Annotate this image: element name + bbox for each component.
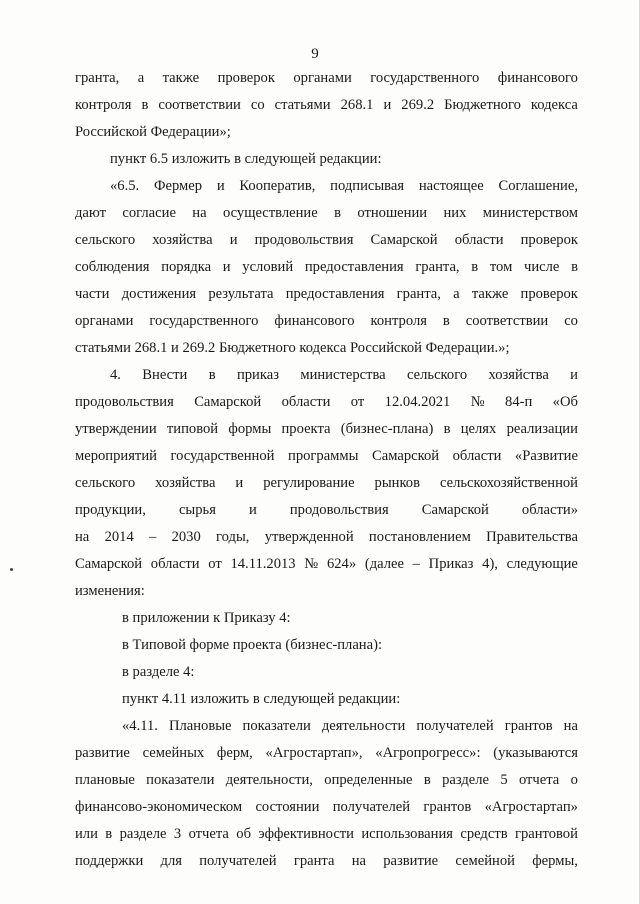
word: грантовой bbox=[514, 826, 578, 842]
text-line: Российской Федерации»; bbox=[75, 124, 231, 140]
text-line bbox=[75, 852, 578, 870]
word: № bbox=[304, 556, 319, 572]
word: № bbox=[470, 394, 485, 410]
word: финансового bbox=[497, 70, 578, 86]
word: подписывая bbox=[330, 178, 405, 194]
word: получателей bbox=[199, 853, 277, 869]
word: развитие bbox=[75, 745, 130, 761]
word: государственного bbox=[149, 313, 259, 329]
word: в bbox=[334, 205, 341, 221]
text-line: статьями 268.1 и 269.2 Бюджетного кодекса Российской Федерации.»; bbox=[75, 340, 510, 356]
word: продовольствия bbox=[75, 394, 174, 410]
word: проверок bbox=[520, 232, 578, 248]
word: на bbox=[75, 529, 90, 545]
text-line bbox=[110, 366, 578, 384]
word: продовольствия bbox=[289, 502, 389, 518]
word: дают bbox=[75, 205, 106, 221]
word: соответствии bbox=[465, 313, 549, 329]
word: получателей bbox=[416, 718, 494, 734]
text-line bbox=[75, 96, 578, 114]
word: показатели bbox=[146, 772, 215, 788]
word: в bbox=[208, 367, 216, 383]
word: отчета bbox=[188, 826, 229, 842]
word: министерства bbox=[300, 367, 386, 383]
word: на bbox=[351, 853, 366, 869]
word: и bbox=[383, 97, 392, 113]
word: (указываются bbox=[493, 745, 578, 761]
text-line: в разделе 4: bbox=[122, 664, 195, 680]
word: области bbox=[454, 232, 504, 248]
word: утвержденной bbox=[264, 529, 354, 545]
text-line bbox=[75, 285, 578, 303]
word: соблюдения bbox=[75, 259, 150, 275]
word: гранта bbox=[293, 853, 335, 869]
word: гранта, bbox=[75, 70, 120, 86]
word: (бизнес-плана) bbox=[340, 421, 434, 437]
text-line bbox=[75, 798, 578, 816]
word: также bbox=[471, 286, 509, 302]
word: сырья bbox=[178, 502, 216, 518]
text-line bbox=[75, 474, 578, 492]
word: в bbox=[443, 421, 451, 437]
word: получателей bbox=[332, 799, 411, 815]
word: государственного bbox=[370, 70, 480, 86]
word: предоставления bbox=[285, 286, 385, 302]
word: «Агропрогресс»: bbox=[375, 745, 481, 761]
word: финансового bbox=[274, 313, 355, 329]
word: настоящее bbox=[418, 178, 484, 194]
word: рынков bbox=[374, 475, 420, 491]
word: или bbox=[75, 826, 98, 842]
word: Кооператив, bbox=[239, 178, 316, 194]
word: в bbox=[423, 772, 431, 788]
word: и bbox=[229, 232, 238, 248]
word: «Об bbox=[552, 394, 578, 410]
word: 2030 bbox=[171, 529, 201, 545]
word: и bbox=[570, 367, 578, 383]
word: поддержки bbox=[75, 853, 144, 869]
word: разделе bbox=[119, 826, 167, 842]
word: со bbox=[250, 97, 265, 113]
word: том bbox=[489, 259, 513, 275]
word: 624» bbox=[326, 556, 357, 572]
word: Самарской bbox=[372, 448, 440, 464]
text-line: в приложении к Приказу 4: bbox=[122, 610, 291, 626]
word: состоянии bbox=[255, 799, 320, 815]
word: статьями bbox=[274, 97, 331, 113]
word: также bbox=[162, 70, 200, 86]
word: и bbox=[216, 178, 225, 194]
text-line bbox=[75, 69, 578, 87]
word: для bbox=[160, 853, 182, 869]
word: области bbox=[452, 448, 502, 464]
word: «6.5. bbox=[110, 178, 140, 194]
word: соответствии bbox=[158, 97, 241, 113]
word: Бюджетного bbox=[444, 97, 521, 113]
word: а bbox=[453, 286, 460, 302]
word: области» bbox=[521, 502, 578, 518]
word: семейных bbox=[142, 745, 205, 761]
word: Самарской bbox=[370, 232, 438, 248]
word: них bbox=[443, 205, 467, 221]
word: а bbox=[137, 70, 145, 86]
word: семейной bbox=[455, 853, 515, 869]
word: проверок bbox=[217, 70, 275, 86]
word: области bbox=[281, 394, 331, 410]
word: кодекса bbox=[530, 97, 578, 113]
word: гранта, bbox=[415, 259, 460, 275]
word: разделе bbox=[442, 772, 490, 788]
word: средств bbox=[460, 826, 508, 842]
word: от bbox=[208, 556, 222, 572]
word: (далее bbox=[364, 556, 404, 572]
word: и bbox=[248, 502, 257, 518]
word: и bbox=[222, 259, 231, 275]
page-number: 9 bbox=[311, 46, 319, 62]
text-line bbox=[75, 447, 578, 465]
word: 268.1 bbox=[340, 97, 374, 113]
word: достижения bbox=[121, 286, 197, 302]
word: «Агростартап», bbox=[265, 745, 363, 761]
word: регулирование bbox=[263, 475, 355, 491]
word: в bbox=[471, 259, 479, 275]
word: эффективности bbox=[258, 826, 354, 842]
word: хозяйства bbox=[155, 475, 216, 491]
word: Правительства bbox=[486, 529, 578, 545]
word: части bbox=[75, 286, 110, 302]
word: сельского bbox=[75, 475, 136, 491]
text-line bbox=[75, 420, 578, 438]
word: следующие bbox=[506, 556, 578, 572]
word: ферм, bbox=[216, 745, 253, 761]
word: постановлением bbox=[368, 529, 471, 545]
word: 4. bbox=[110, 367, 121, 383]
word: числе bbox=[524, 259, 560, 275]
word: – bbox=[412, 556, 420, 572]
text-line bbox=[75, 501, 578, 519]
word: утверждении bbox=[75, 421, 157, 437]
text-line bbox=[75, 231, 578, 249]
word: реализации bbox=[506, 421, 578, 437]
text-line bbox=[75, 204, 578, 222]
word: 14.11.2013 bbox=[230, 556, 296, 572]
word: 12.04.2021 bbox=[384, 394, 451, 410]
word: органами bbox=[293, 70, 352, 86]
text-line bbox=[75, 744, 578, 762]
word: в bbox=[141, 97, 149, 113]
word: хозяйства bbox=[488, 367, 549, 383]
word: Фермер bbox=[153, 178, 203, 194]
word: министерством bbox=[482, 205, 578, 221]
word: о bbox=[570, 772, 578, 788]
word: осуществление bbox=[222, 205, 318, 221]
word: Самарской bbox=[75, 556, 143, 572]
word: фермы, bbox=[532, 853, 578, 869]
text-line bbox=[75, 555, 578, 573]
text-line bbox=[75, 258, 578, 276]
word: 2014 bbox=[104, 529, 134, 545]
word: предоставления bbox=[304, 259, 404, 275]
word: программы bbox=[288, 448, 359, 464]
word: сельского bbox=[407, 367, 468, 383]
word: и bbox=[235, 475, 244, 491]
word: Плановые bbox=[168, 718, 232, 734]
word: деятельности bbox=[321, 718, 406, 734]
text-line bbox=[75, 771, 578, 789]
word: типовой bbox=[166, 421, 219, 437]
word: Самарской bbox=[194, 394, 262, 410]
word: порядка bbox=[161, 259, 212, 275]
word: гранта, bbox=[396, 286, 441, 302]
word: использования bbox=[361, 826, 453, 842]
word: согласие bbox=[122, 205, 176, 221]
word: в bbox=[442, 313, 450, 329]
word: результата bbox=[208, 286, 274, 302]
word: об bbox=[236, 826, 252, 842]
word: проекта bbox=[281, 421, 331, 437]
word: грантов bbox=[504, 718, 553, 734]
word: государственной bbox=[170, 448, 275, 464]
word: контроля bbox=[75, 97, 132, 113]
text-line bbox=[75, 528, 578, 546]
word: от bbox=[350, 394, 365, 410]
word: органами bbox=[75, 313, 134, 329]
word: плановые bbox=[75, 772, 135, 788]
text-line bbox=[122, 717, 578, 735]
word: со bbox=[564, 313, 578, 329]
word: условий bbox=[242, 259, 294, 275]
word: 3 bbox=[173, 826, 182, 842]
scan-speck bbox=[10, 568, 13, 571]
word: в bbox=[105, 826, 113, 842]
word: Внести bbox=[142, 367, 188, 383]
word: показатели bbox=[242, 718, 311, 734]
word: 4), bbox=[482, 556, 498, 572]
word: продукции, bbox=[75, 502, 146, 518]
text-line bbox=[110, 177, 578, 195]
word: продовольствия bbox=[254, 232, 354, 248]
word: Соглашение, bbox=[498, 178, 578, 194]
word: мероприятий bbox=[75, 448, 157, 464]
word: области bbox=[150, 556, 200, 572]
word: «4.11. bbox=[122, 718, 158, 734]
text-line: пункт 6.5 изложить в следующей редакции: bbox=[110, 151, 382, 167]
word: финансово-экономическом bbox=[75, 799, 243, 815]
word: годы, bbox=[216, 529, 250, 545]
word: на bbox=[563, 718, 578, 734]
word: Самарской bbox=[421, 502, 489, 518]
word: 5 bbox=[500, 772, 508, 788]
word: Приказ bbox=[428, 556, 474, 572]
text-line: в Типовой форме проекта (бизнес-плана): bbox=[122, 637, 383, 653]
word: приказ bbox=[236, 367, 279, 383]
word: контроля bbox=[370, 313, 427, 329]
word: – bbox=[149, 529, 157, 545]
text-line: пункт 4.11 изложить в следующей редакции: bbox=[122, 691, 401, 707]
word: деятельности, bbox=[225, 772, 313, 788]
word: 84-п bbox=[505, 394, 533, 410]
word: отчета bbox=[518, 772, 560, 788]
word: 269.2 bbox=[401, 97, 435, 113]
word: отношении bbox=[357, 205, 428, 221]
word: целях bbox=[460, 421, 497, 437]
word: хозяйства bbox=[152, 232, 213, 248]
text-line bbox=[75, 312, 578, 330]
word: определенные bbox=[324, 772, 413, 788]
word: грантов bbox=[423, 799, 472, 815]
word: в bbox=[571, 259, 578, 275]
word: формы bbox=[228, 421, 272, 437]
word: «Агростартап» bbox=[484, 799, 578, 815]
word: проверок bbox=[520, 286, 578, 302]
word: на bbox=[192, 205, 207, 221]
word: сельского bbox=[75, 232, 136, 248]
word: сельскохозяйственной bbox=[439, 475, 578, 491]
text-line bbox=[75, 393, 578, 411]
word: «Развитие bbox=[514, 448, 578, 464]
word: развитие bbox=[383, 853, 439, 869]
text-line bbox=[75, 825, 578, 843]
text-line: изменения: bbox=[75, 583, 145, 599]
